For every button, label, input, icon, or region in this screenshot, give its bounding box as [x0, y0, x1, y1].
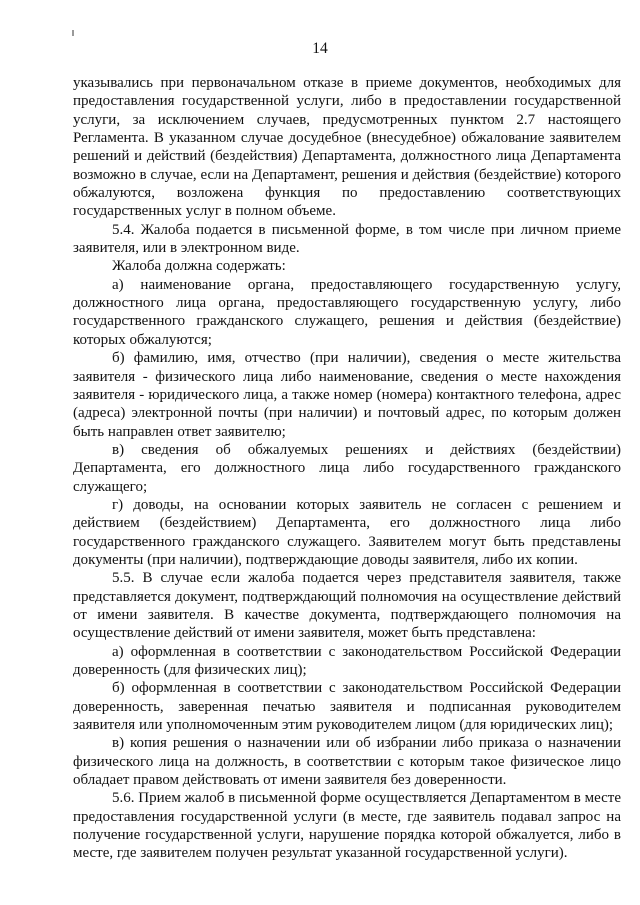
list-item-a-power-of-attorney-individual: а) оформленная в соответствии с законодательством Российской Федерации доверенность (для физических лиц);: [73, 643, 621, 678]
list-item-b-power-of-attorney-legal: б) оформленная в соответствии с законодательством Российской Федерации доверенность, заверенная печатью заявителя и подписанная руководителем заявителя или уполномоченным этим руководителем лицом (для юридических лиц);: [73, 680, 621, 734]
paragraph-5-6: 5.6. Прием жалоб в письменной форме осуществляется Департаментом в месте предоставления государственной услуги (в месте, где заявитель подавал запрос на получение государственной услуги, нарушение порядка которой обжалуется, либо в месте, где заявителем получен результат указанной государственной услуги).: [73, 790, 621, 862]
list-item-a: а) наименование органа, предоставляющего государственную услугу, должностного лица органа, предоставляющего государственную услугу, либо государственного гражданского служащего, решения и действия (бездействие) которых обжалуются;: [73, 276, 621, 348]
list-item-v-appointment-copy: в) копия решения о назначении или об избрании либо приказа о назначении физического лица на должность, в соответствии с которым такое физическое лицо обладает правом действовать от имени заявителя без доверенности.: [73, 735, 621, 789]
list-item-g: г) доводы, на основании которых заявитель не согласен с решением и действием (бездействием) Департамента, его должностного лица либо государственного гражданского служащего. Заявителем могут быть представлены документы (при наличии), подтверждающие доводы заявителя, либо их копии.: [73, 496, 621, 568]
list-item-v: в) сведения об обжалуемых решениях и действиях (бездействии) Департамента, его должностного лица либо государственного гражданского служащего;: [73, 441, 621, 495]
page-number: 14: [312, 40, 328, 57]
scan-artifact-mark: [72, 30, 74, 36]
paragraph-5-4: 5.4. Жалоба подается в письменной форме, в том числе при личном приеме заявителя, или в электронном виде.: [73, 221, 621, 257]
paragraph-complaint-contents: Жалоба должна содержать:: [112, 258, 286, 275]
document-body: [73, 74, 621, 863]
paragraph-continuation: указывались при первоначальном отказе в приеме документов, необходимых для предоставления государственной услуги, либо в предоставлении государственной услуги, за исключением случаев, предусмотренных пунктом 2.7 настоящего Регламента. В указанном случае досудебное (внесудебное) обжалование заявителем решений и действий (бездействия) Департамента, должностного лица Департамента возможно в случае, если на Департамент, решения и действия (бездействие) которого обжалуются, возложена функция по предоставлению соответствующих государственных услуг в полном объеме.: [73, 75, 621, 220]
list-item-b: б) фамилию, имя, отчество (при наличии), сведения о месте жительства заявителя - физического лица либо наименование, сведения о месте нахождения заявителя - юридического лица, а также номер (номера) контактного телефона, адрес (адреса) электронной почты (при наличии) и почтовый адрес, по которым должен быть направлен ответ заявителю;: [73, 350, 621, 440]
paragraph-5-5: 5.5. В случае если жалоба подается через представителя заявителя, также представляется документ, подтверждающий полномочия на осуществление действий от имени заявителя. В качестве документа, подтверждающего полномочия на осуществление действий от имени заявителя, может быть представлена:: [73, 570, 621, 642]
